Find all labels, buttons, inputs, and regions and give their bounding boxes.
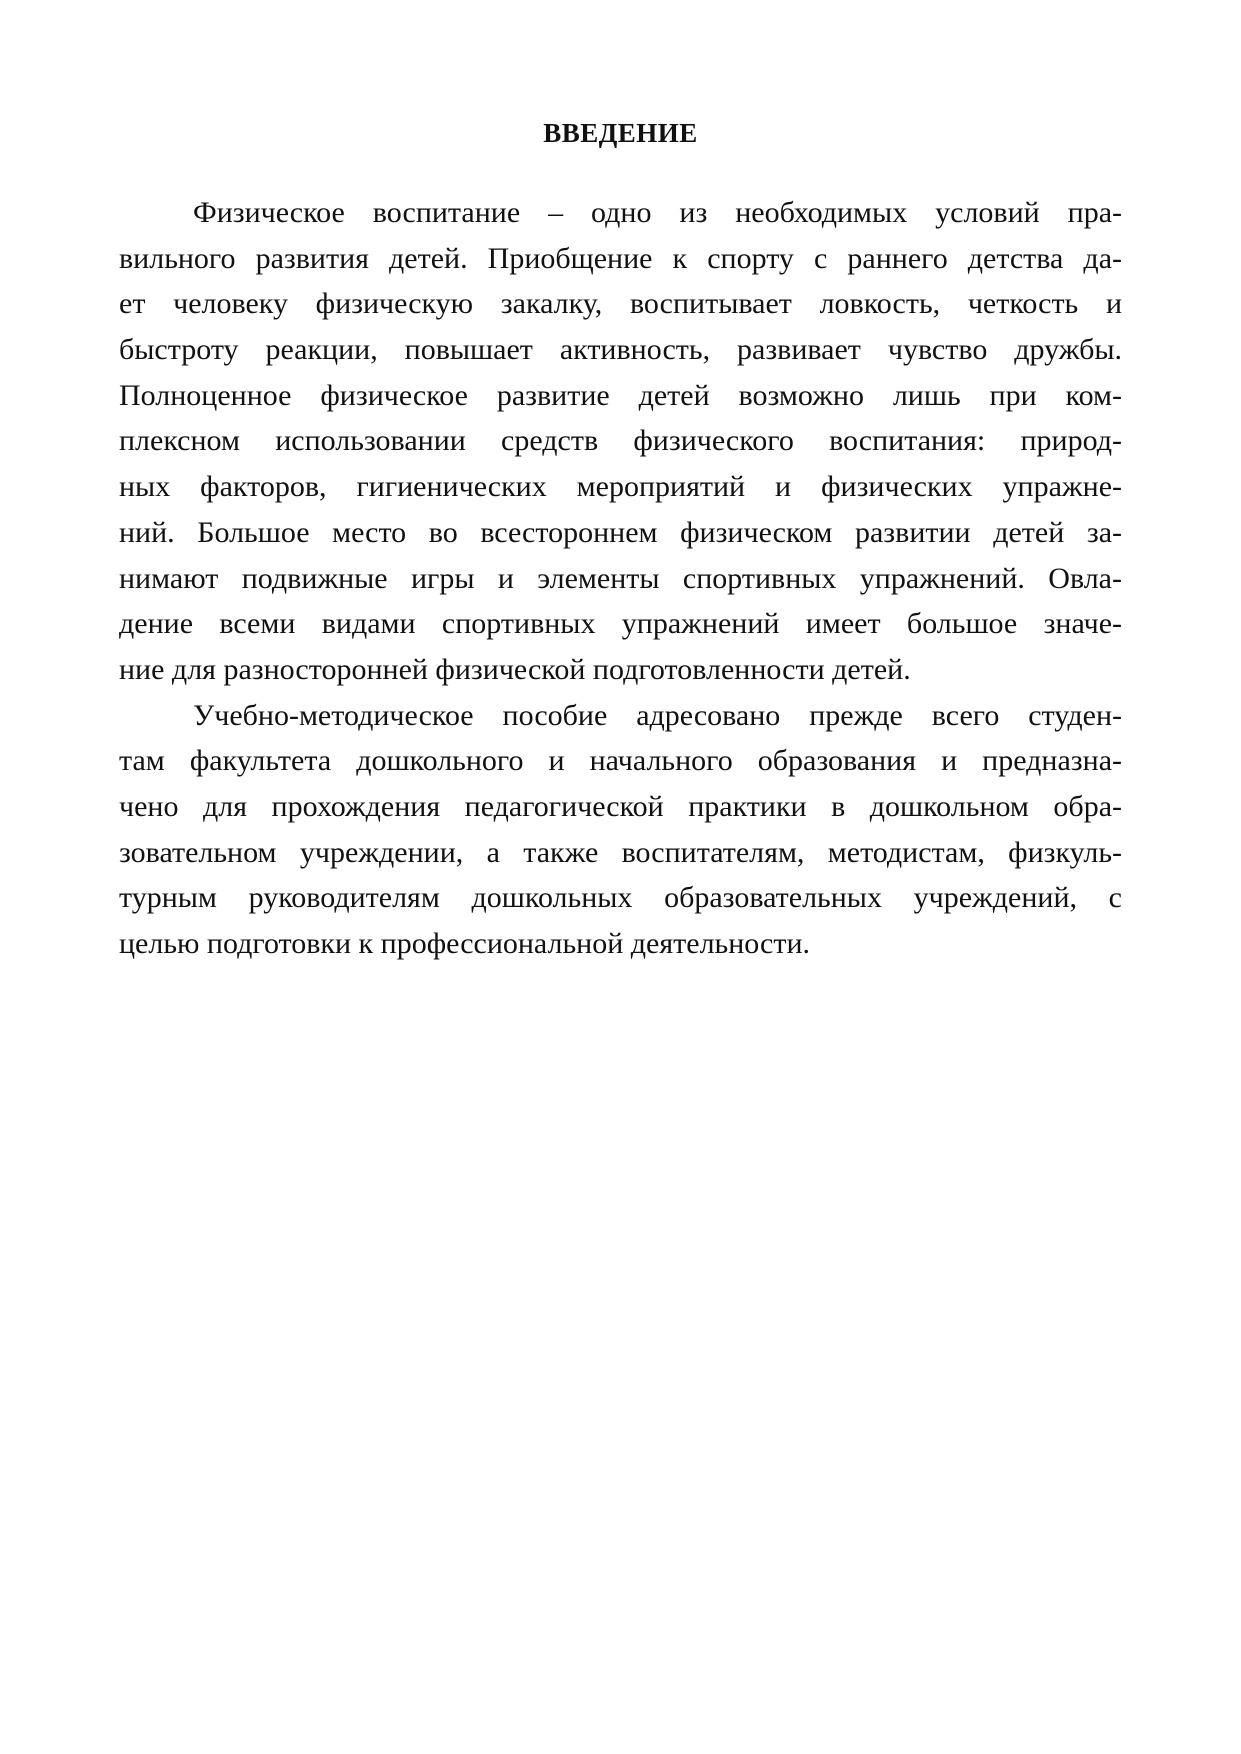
page-title: ВВЕДЕНИЕ [543,118,698,148]
text-line: там факультета дошкольного и начального образования и предназна- [119,744,1122,778]
text-line: целью подготовки к профессиональной деятельности. [119,927,811,960]
text-line: Физическое воспитание – одно из необходимых условий пра- [193,196,1122,229]
text-line: ние для разносторонней физической подготовленности детей. [119,652,911,686]
text-line: зовательном учреждении, а также воспитателям, методистам, физкуль- [119,835,1122,869]
text-line: нимают подвижные игры и элементы спортивных упражнений. Овла- [119,561,1122,595]
text-line: вильного развития детей. Приобщение к спорту с раннего детства да- [119,241,1122,275]
text-line: Учебно-методическое пособие адресовано прежде всего студен- [193,698,1122,732]
text-line: ет человеку физическую закалку, воспитывает ловкость, четкость и [119,287,1122,321]
body-text [119,190,1122,967]
text-line: ных факторов, гигиенических мероприятий и физических упражне- [119,470,1122,504]
text-line: чено для прохождения педагогической практики в дошкольном обра- [119,789,1122,823]
text-line: плексном использовании средств физического воспитания: природ- [119,424,1122,458]
paragraph-1 [119,190,1122,693]
paragraph-2 [119,693,1122,967]
text-line: Полноценное физическое развитие детей возможно лишь при ком- [119,378,1122,412]
text-line: дение всеми видами спортивных упражнений имеет большое значе- [119,607,1122,641]
text-line: ний. Большое место во всестороннем физическом развитии детей за- [119,515,1122,549]
text-line: турным руководителям дошкольных образовательных учреждений, с [119,881,1122,915]
text-line: быстроту реакции, повышает активность, развивает чувство дружбы. [119,333,1122,367]
